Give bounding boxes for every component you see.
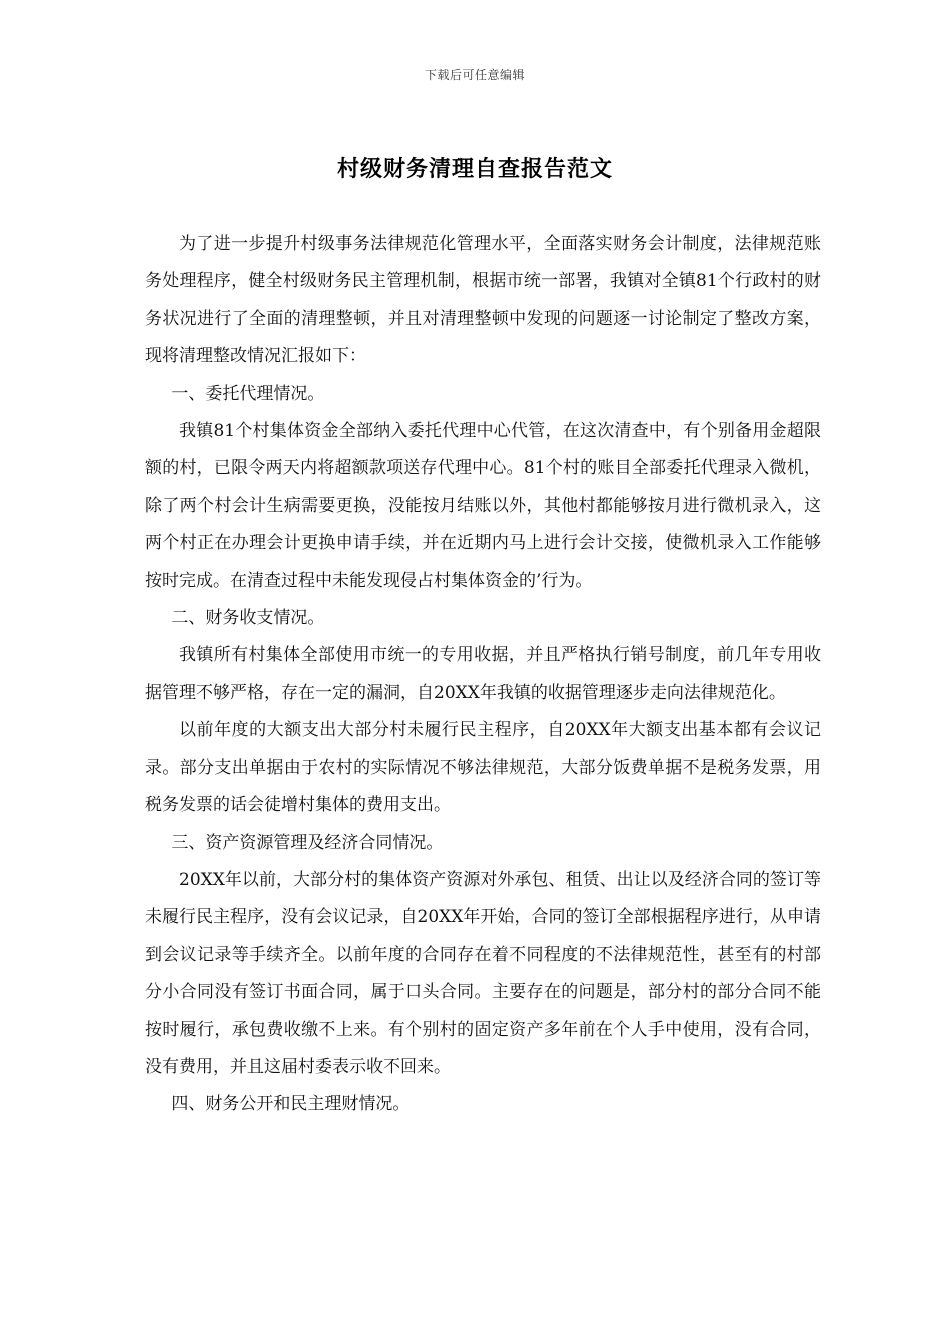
paragraph-section-1: 我镇81个村集体资金全部纳入委托代理中心代管，在这次清查中，有个别备用金超限额的村，已限令两天内将超额款项送存代理中心。81个村的账目全部委托代理录入微机，除了两个村会计生病需要更换，没能按月结账以外，其他村都能够按月进行微机录入，这两个村正在办理会计更换申请手续，并在近期内马上进行会计交接，使微机录入工作能够按时完成。在清查过程中未能发现侵占村集体资金的’行为。 [145, 421, 821, 591]
section-heading-1: 一、委托代理情况。 [171, 383, 325, 404]
paragraph-section-2b: 以前年度的大额支出大部分村未履行民主程序，自20XX年大额支出基本都有会议记录。部分支出单据由于农村的实际情况不够法律规范，大部分饭费单据不是税务发票，用税务发票的话会徒增村集体的费用支出。 [145, 720, 821, 816]
document-title: 村级财务清理自查报告范文 [336, 156, 613, 182]
section-heading-2: 二、财务收支情况。 [171, 608, 325, 629]
paragraph-section-2a: 我镇所有村集体全部使用市统一的专用收据，并且严格执行销号制度，前几年专用收据管理不够严格，存在一定的漏洞，自20XX年我镇的收据管理逐步走向法律规范化。 [145, 645, 821, 703]
document-body [145, 226, 821, 1124]
header-note: 下载后可任意编辑 [424, 68, 525, 82]
paragraph-section-3: 20XX年以前，大部分村的集体资产资源对外承包、租赁、出让以及经济合同的签订等未履行民主程序，没有会议记录，自20XX年开始，合同的签订全部根据程序进行，从申请到会议记录等手续齐全。以前年度的合同存在着不同程度的不法律规范性，甚至有的村部分小合同没有签订书面合同，属于口头合同。主要存在的问题是，部分村的部分合同不能按时履行，承包费收缴不上来。有个别村的固定资产多年前在个人手中使用，没有合同，没有费用，并且这届村委表示收不回来。 [145, 869, 821, 1077]
section-heading-4: 四、财务公开和民主理财情况。 [171, 1094, 410, 1115]
paragraph-intro: 为了进一步提升村级事务法律规范化管理水平，全面落实财务会计制度，法律规范账务处理程序，健全村级财务民主管理机制，根据市统一部署，我镇对全镇81个行政村的财务状况进行了全面的清理整顿，并且对清理整顿中发现的问题逐一讨论制定了整改方案，现将清理整改情况汇报如下： [145, 234, 821, 367]
section-heading-3: 三、资产资源管理及经济合同情况。 [171, 832, 444, 853]
